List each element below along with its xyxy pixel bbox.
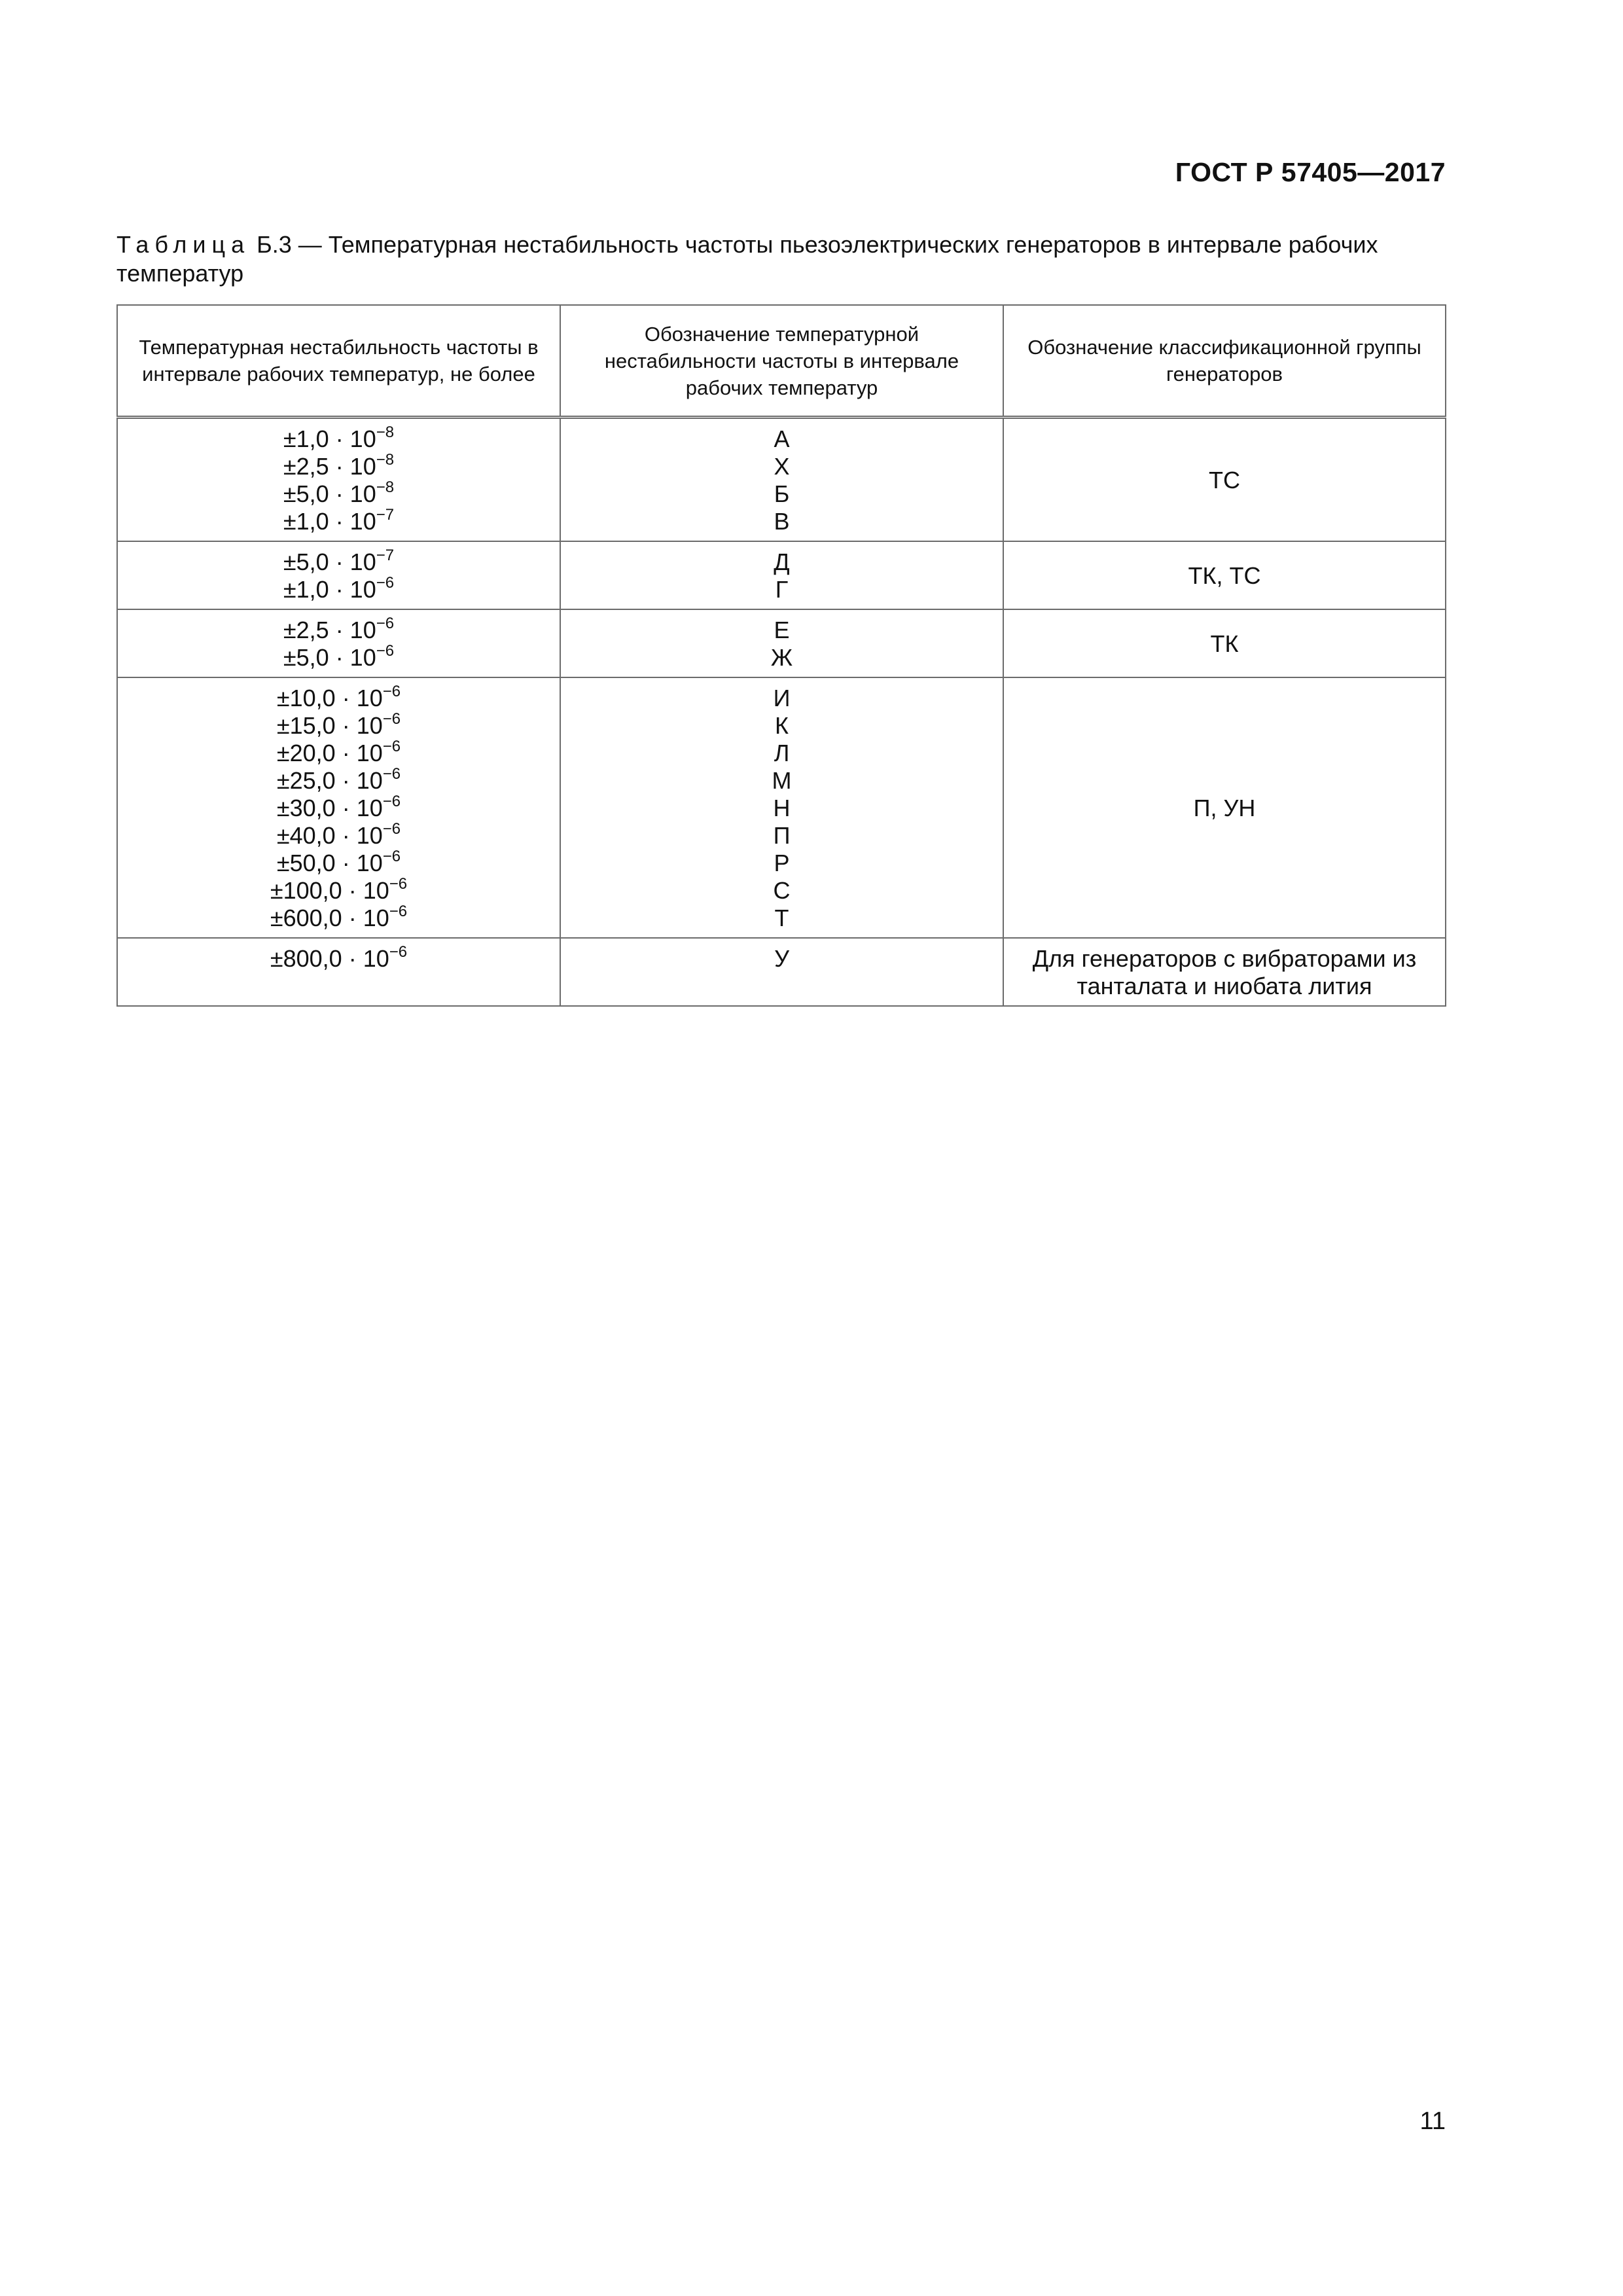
- instability-value: [124, 548, 553, 576]
- designation-code: С: [773, 877, 791, 904]
- table-caption: [116, 230, 1445, 288]
- instability-exponent: −6: [382, 738, 401, 755]
- instability-mantissa: ±25,0 · 10: [276, 767, 383, 794]
- instability-exponent: −8: [376, 451, 395, 469]
- instability-exponent: −6: [382, 848, 401, 865]
- table-caption-label: Таблица: [116, 231, 251, 258]
- designation-code: Т: [774, 905, 789, 931]
- instability-mantissa: ±1,0 · 10: [283, 576, 376, 603]
- designation-code: Н: [773, 795, 791, 821]
- table-row: [117, 609, 1446, 677]
- instability-value: [124, 480, 553, 508]
- instability-exponent: −6: [376, 642, 395, 660]
- instability-mantissa: ±5,0 · 10: [283, 480, 376, 507]
- instability-value: [124, 740, 553, 767]
- table-body: [117, 418, 1446, 1007]
- cell-designation-codes: [560, 609, 1003, 677]
- header-group: Обозначение классификационной группы генераторов: [1003, 305, 1446, 418]
- instability-value: [124, 508, 553, 535]
- instability-exponent: −6: [382, 710, 401, 728]
- table-row: [117, 541, 1446, 609]
- instability-exponent: −6: [382, 683, 401, 700]
- designation-code: К: [775, 712, 789, 739]
- document-code: ГОСТ Р 57405—2017: [1175, 157, 1446, 187]
- stability-table-container: [116, 304, 1445, 1007]
- designation-code: У: [774, 945, 789, 972]
- instability-exponent: −7: [376, 547, 395, 564]
- designation-code: Д: [774, 548, 790, 575]
- designation-code: П: [773, 822, 791, 849]
- cell-group: ТК, ТС: [1003, 541, 1446, 609]
- instability-mantissa: ±1,0 · 10: [283, 425, 376, 452]
- instability-value: [124, 850, 553, 877]
- instability-value: [124, 877, 553, 905]
- header-designation: Обозначение температурной нестабильности частоты в интервале рабочих температур: [560, 305, 1003, 418]
- cell-designation-codes: [560, 677, 1003, 938]
- instability-exponent: −6: [389, 943, 408, 961]
- instability-exponent: −6: [382, 765, 401, 783]
- instability-mantissa: ±2,5 · 10: [283, 453, 376, 480]
- designation-code: М: [772, 767, 792, 794]
- cell-instability-values: [117, 938, 560, 1006]
- designation-code: Р: [774, 850, 790, 876]
- instability-mantissa: ±1,0 · 10: [283, 508, 376, 535]
- instability-value: [124, 617, 553, 644]
- instability-mantissa: ±20,0 · 10: [276, 740, 383, 766]
- instability-exponent: −8: [376, 478, 395, 496]
- instability-value: [124, 795, 553, 822]
- cell-designation-codes: [560, 938, 1003, 1006]
- designation-code: Л: [774, 740, 790, 766]
- instability-value: [124, 453, 553, 480]
- instability-value: [124, 685, 553, 712]
- cell-group: ТС: [1003, 418, 1446, 542]
- table-row: [117, 938, 1446, 1006]
- cell-group: П, УН: [1003, 677, 1446, 938]
- designation-code: Е: [774, 617, 790, 643]
- table-row: [117, 677, 1446, 938]
- cell-instability-values: [117, 677, 560, 938]
- designation-code: Г: [775, 576, 789, 603]
- instability-exponent: −6: [389, 875, 408, 893]
- instability-exponent: −8: [376, 423, 395, 441]
- instability-value: [124, 712, 553, 740]
- cell-instability-values: [117, 541, 560, 609]
- instability-value: [124, 822, 553, 850]
- instability-mantissa: ±600,0 · 10: [270, 905, 389, 931]
- instability-value: [124, 576, 553, 603]
- instability-value: [124, 644, 553, 672]
- designation-code: Ж: [770, 644, 793, 671]
- instability-exponent: −6: [376, 574, 395, 592]
- instability-value: [124, 905, 553, 932]
- header-instability: Температурная нестабильность частоты в интервале рабочих температур, не более: [117, 305, 560, 418]
- cell-designation-codes: [560, 418, 1003, 542]
- cell-instability-values: [117, 418, 560, 542]
- page-number: 11: [1419, 2108, 1446, 2135]
- instability-exponent: −6: [376, 615, 395, 632]
- stability-table: [116, 304, 1446, 1007]
- table-caption-text: Б.3 — Температурная нестабильность частоты пьезоэлектрических генераторов в интервале рабочих температур: [116, 231, 1378, 287]
- cell-designation-codes: [560, 541, 1003, 609]
- cell-group: Для генераторов с вибраторами из танталата и ниобата лития: [1003, 938, 1446, 1006]
- instability-mantissa: ±40,0 · 10: [276, 822, 383, 849]
- instability-mantissa: ±5,0 · 10: [283, 548, 376, 575]
- cell-group: ТК: [1003, 609, 1446, 677]
- instability-exponent: −6: [382, 820, 401, 838]
- instability-exponent: −6: [389, 903, 408, 920]
- designation-code: В: [774, 508, 790, 535]
- table-header-row: [117, 305, 1446, 418]
- instability-value: [124, 425, 553, 453]
- instability-value: [124, 767, 553, 795]
- instability-exponent: −7: [376, 506, 395, 524]
- instability-mantissa: ±50,0 · 10: [276, 850, 383, 876]
- designation-code: Х: [774, 453, 790, 480]
- instability-value: [124, 945, 553, 973]
- designation-code: И: [773, 685, 791, 711]
- instability-mantissa: ±2,5 · 10: [283, 617, 376, 643]
- cell-instability-values: [117, 609, 560, 677]
- designation-code: Б: [774, 480, 790, 507]
- table-row: [117, 418, 1446, 542]
- designation-code: А: [774, 425, 790, 452]
- instability-mantissa: ±10,0 · 10: [276, 685, 383, 711]
- instability-mantissa: ±30,0 · 10: [276, 795, 383, 821]
- instability-mantissa: ±800,0 · 10: [270, 945, 389, 972]
- instability-mantissa: ±100,0 · 10: [270, 877, 389, 904]
- instability-mantissa: ±15,0 · 10: [276, 712, 383, 739]
- instability-mantissa: ±5,0 · 10: [283, 644, 376, 671]
- instability-exponent: −6: [382, 793, 401, 810]
